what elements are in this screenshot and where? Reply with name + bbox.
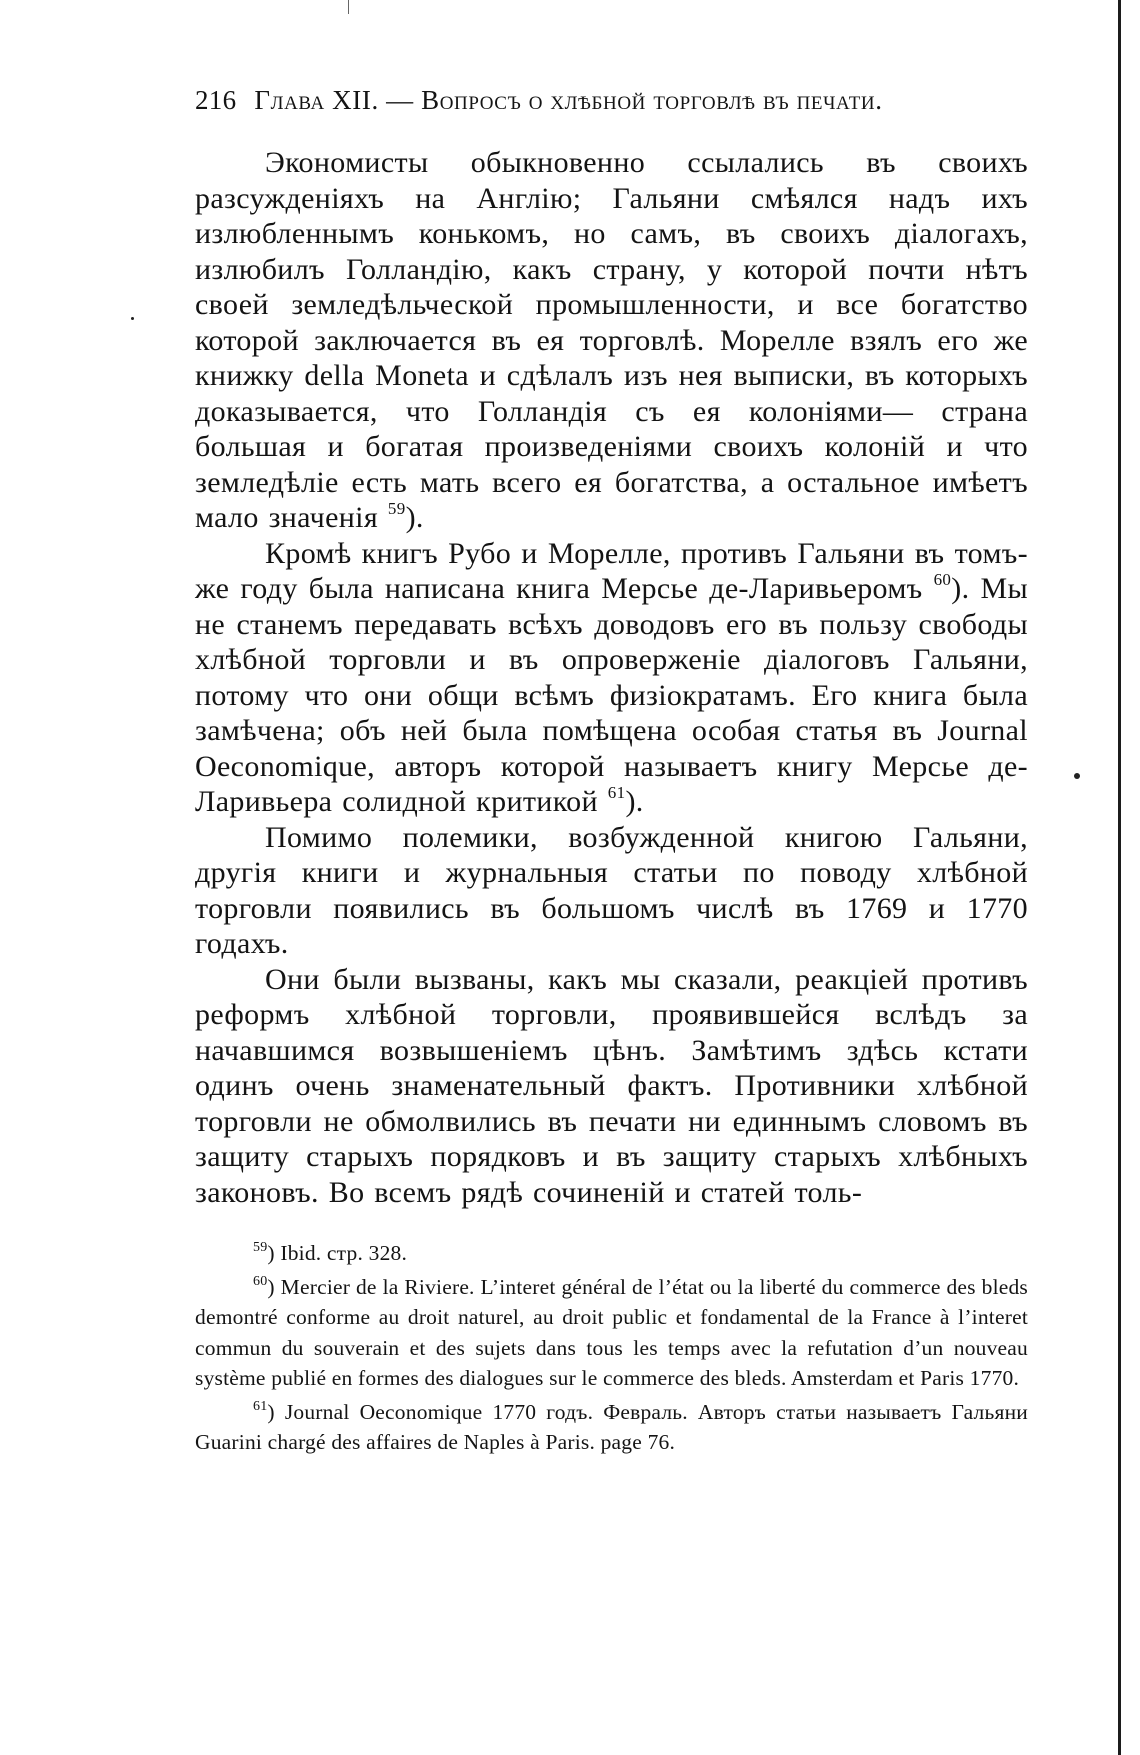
paragraph-tail: ). Мы не станемъ передавать всѣхъ доводовъ его въ пользу свободы хлѣбной торговли и въ опроверженіе діалоговъ Гальяни, потому что они общи всѣмъ физіократамъ. Его книга была замѣчена; объ ней была помѣщена особая статья въ Journal Oeconomique, авторъ которой называетъ книгу Мерсье де-Ларивьера солидной критикой <box>195 572 1029 818</box>
footnote-ref[interactable]: 59 <box>387 499 406 518</box>
footnotes <box>195 1238 1028 1461</box>
paragraph-text: Помимо полемики, возбужденной книгою Гальяни, другія книги и журнальныя статьи по поводу хлѣбной торговли появились въ большомъ числѣ въ 1769 и 1770 годахъ. <box>195 820 1028 960</box>
footnote-mark: 61 <box>253 1398 268 1414</box>
paragraph <box>195 962 1028 1211</box>
page-edge-rule <box>1118 0 1121 1755</box>
footnote-text: ) Mercier de la Riviere. L’interet général de l’état ou la liberté du commerce des bleds demontré conforme au droit naturel, au droit public et fondamental de la France à l’interet commun du souverain et des sujets dans tous les temps avec la refutation d’un nouveau système publié en formes des dialogues sur le commerce des bleds. Amsterdam et Paris 1770. <box>195 1274 1028 1390</box>
footnote-text: ) Journal Oeconomique 1770 годъ. Февраль. Авторъ статьи называетъ Гальяни Guarini chargé des affaires de Naples à Paris. page 76. <box>195 1399 1028 1454</box>
footnote-ref[interactable]: 61 <box>607 783 626 802</box>
paragraph-text: Кромѣ книгъ Рубо и Морелле, противъ Гальяни въ томъ-же году была написана книга Мерсье де-Ларивьеромъ <box>195 536 1028 605</box>
margin-dot <box>1074 773 1080 779</box>
footnote-mark: 60 <box>253 1273 268 1289</box>
running-title: Глава XII. — Вопросъ о хлѣбной торговлѣ въ печати. <box>254 85 883 115</box>
paragraph-text: Экономисты обыкновенно ссылались въ своихъ разсужденіяхъ на Англію; Гальяни смѣялся надъ ихъ излюбленнымъ конькомъ, но самъ, въ своихъ діалогахъ, излюбилъ Голландію, какъ страну, у которой почти нѣтъ своей земледѣльческой промышленности, и все богатство которой заключается въ ея торговлѣ. Морелле взялъ его же книжку della Moneta и сдѣлалъ изъ нея выписки, въ которыхъ доказывается, что Голландія съ ея колоніями— страна большая и богатая произведеніями своихъ колоній и что земледѣліе есть мать всего ея богатства, а остальное имѣетъ мало значенія <box>195 146 1028 534</box>
footnote <box>195 1397 1028 1458</box>
paragraph <box>195 820 1028 962</box>
footnote-mark: 59 <box>253 1240 268 1255</box>
scan-mark <box>348 0 349 14</box>
paragraph <box>195 145 1028 536</box>
paragraph <box>195 536 1028 820</box>
footnote-text: ) Ibid. стр. 328. <box>267 1241 408 1265</box>
paragraph-tail: ). <box>405 501 424 534</box>
footnote <box>195 1238 1028 1269</box>
paragraph-tail: ). <box>625 785 644 818</box>
paragraph-text: Они были вызваны, какъ мы сказали, реакціей противъ реформъ хлѣбной торговли, проявившейся вслѣдъ за начавшимся возвышеніемъ цѣнъ. Замѣтимъ здѣсь кстати одинъ очень знаменательный фактъ. Противники хлѣбной торговли не обмолвились въ печати ни единнымъ словомъ въ защиту старыхъ порядковъ и въ защиту старыхъ хлѣбныхъ законовъ. Во всемъ рядѣ сочиненій и статей толь- <box>195 962 1028 1209</box>
running-header <box>195 84 1035 116</box>
page-number: 216 <box>195 85 237 115</box>
main-text <box>195 145 1028 1210</box>
footnote <box>195 1272 1028 1394</box>
margin-dot <box>131 317 134 320</box>
footnote-ref[interactable]: 60 <box>933 570 952 589</box>
